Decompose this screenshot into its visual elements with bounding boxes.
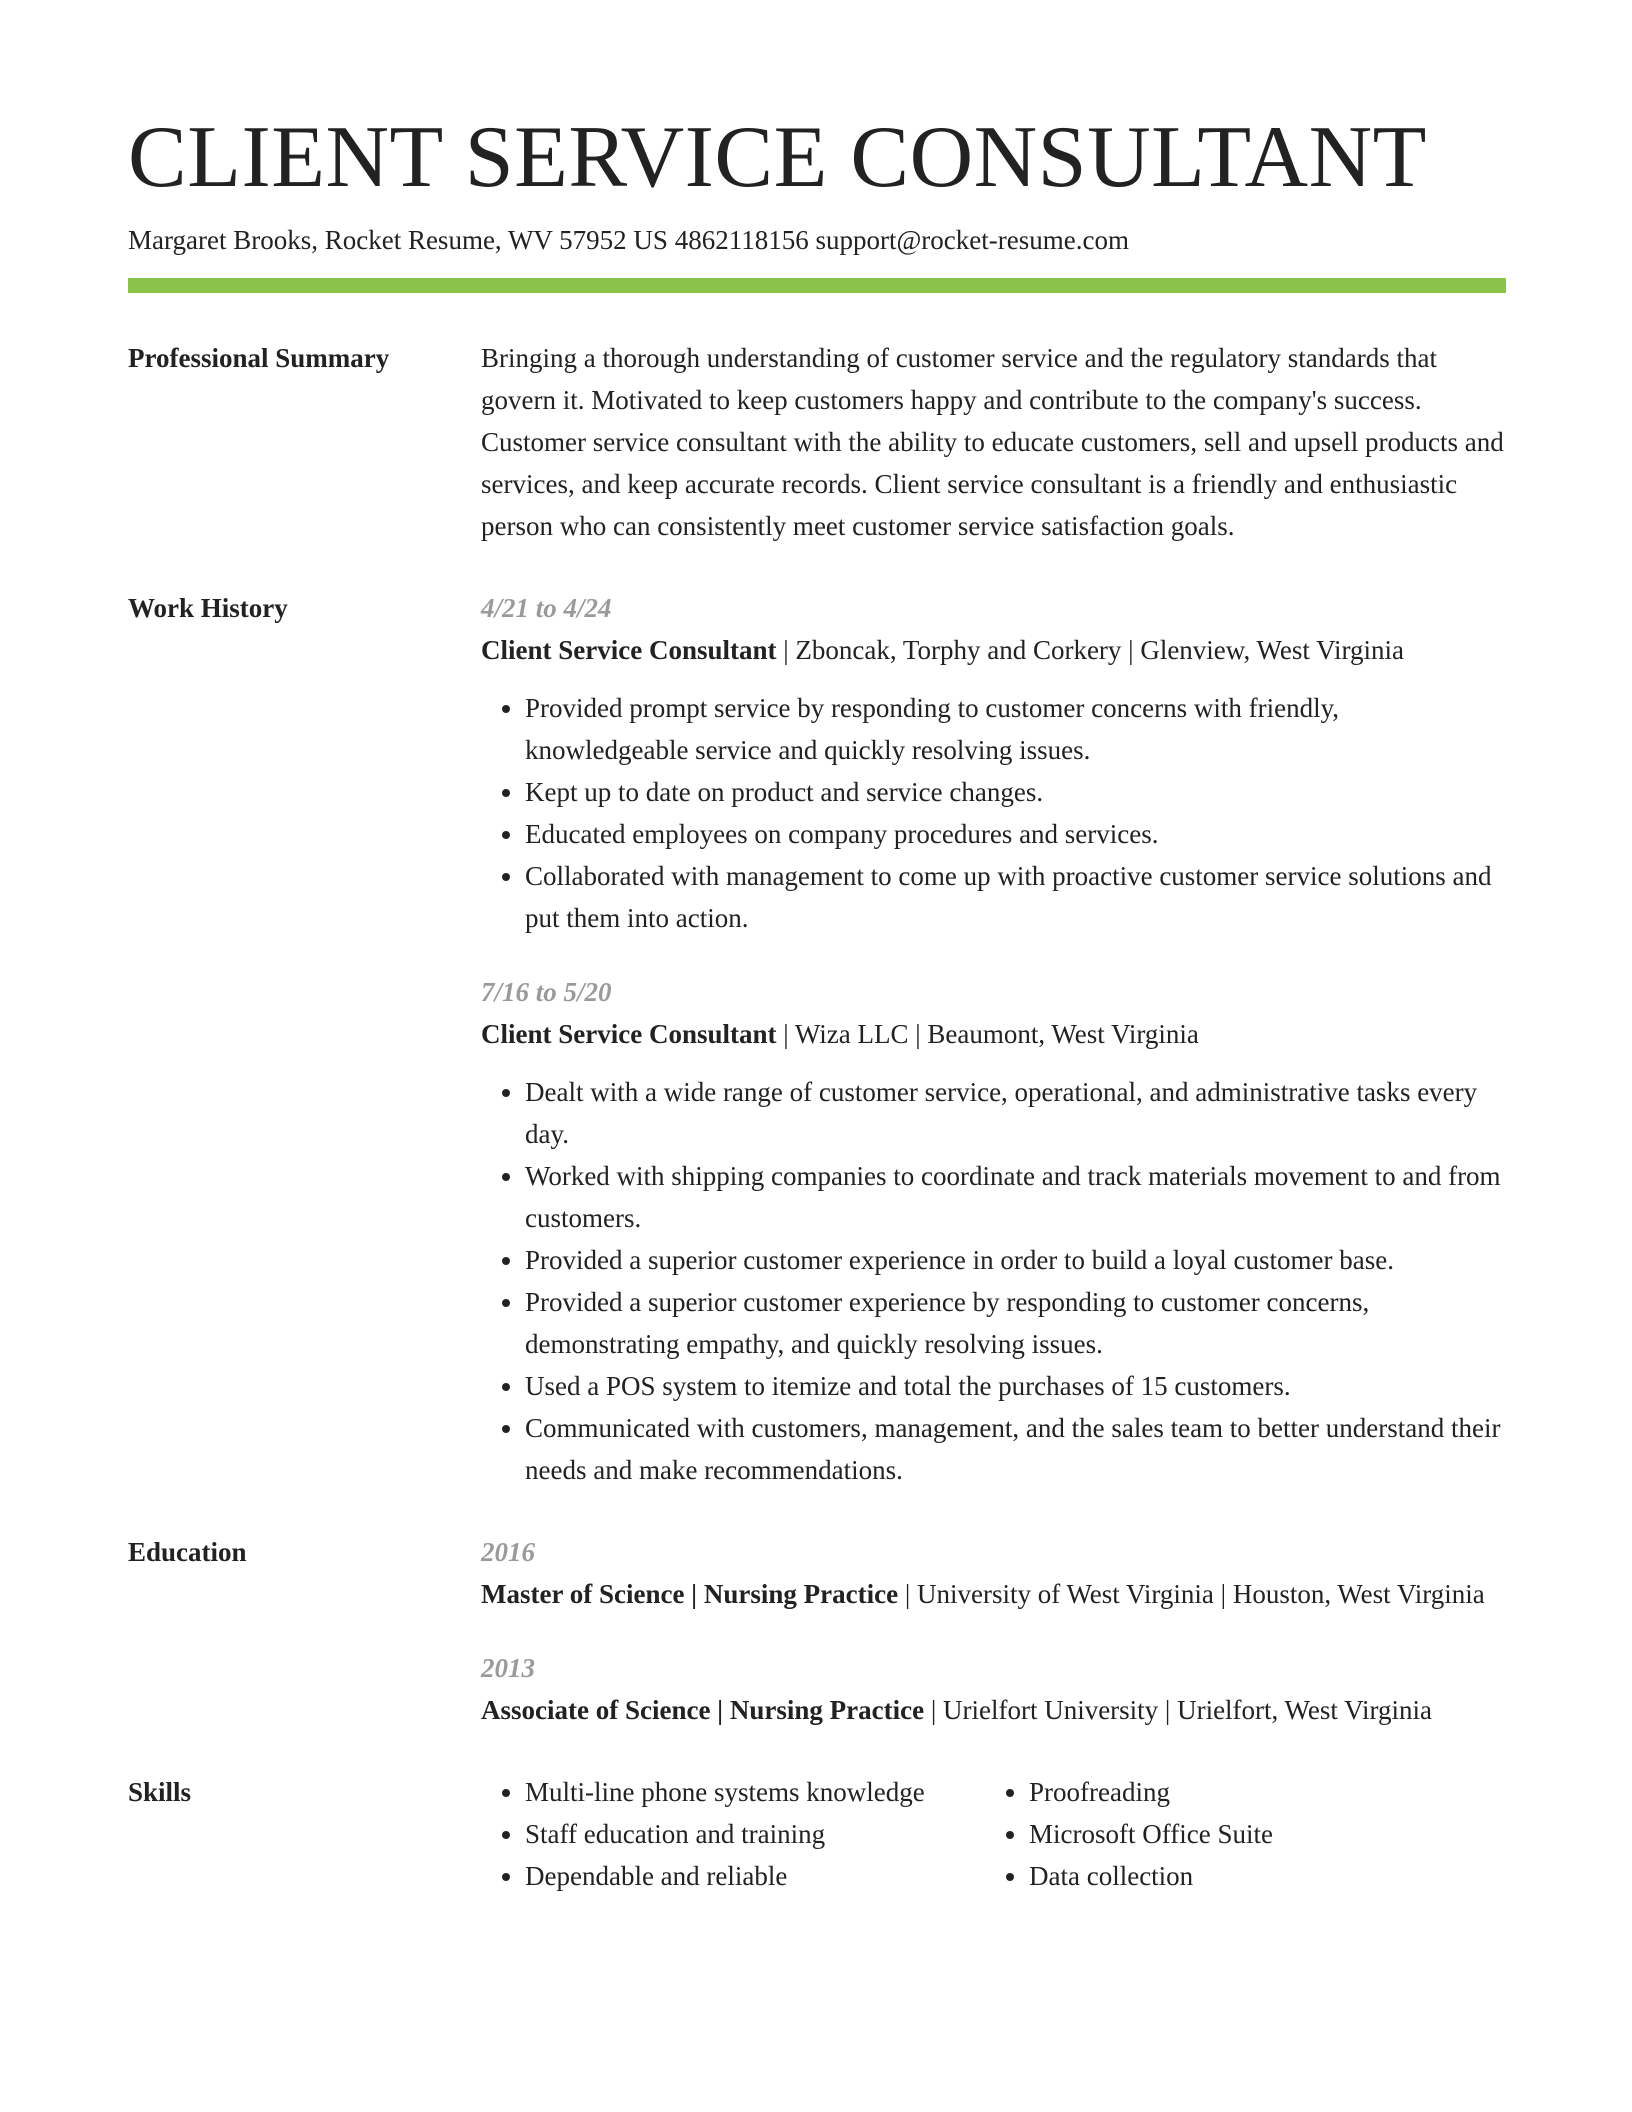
skills-column-2 xyxy=(985,1771,1273,1897)
skill-item: • Proofreading xyxy=(1029,1771,1273,1813)
summary-section xyxy=(128,337,1506,547)
job-bullet: • Provided a superior customer experience by responding to customer concerns, demonstrating empathy, and quickly resolving issues. xyxy=(525,1281,1506,1365)
job-bullet: • Used a POS system to itemize and total the purchases of 15 customers. xyxy=(525,1365,1506,1407)
job-bullet: • Collaborated with management to come up with proactive customer service solutions and put them into action. xyxy=(525,855,1506,939)
summary-text: Bringing a thorough understanding of customer service and the regulatory standards that govern it. Motivated to keep customers happy and contribute to the company's success. Customer service consultant with the ability to educate customers, sell and upsell products and services, and keep accurate records. Client service consultant is a friendly and enthusiastic person who can consistently meet customer service satisfaction goals. xyxy=(481,343,1504,542)
skill-item: • Microsoft Office Suite xyxy=(1029,1813,1273,1855)
skills-content xyxy=(481,1771,1506,1897)
education-content xyxy=(481,1531,1506,1731)
education-year: 2013 xyxy=(481,1653,535,1684)
section-label-education: Education xyxy=(128,1537,247,1568)
education-details: | University of West Virginia | Houston, West Virginia xyxy=(898,1579,1485,1610)
job-bullet: • Provided a superior customer experience in order to build a loyal customer base. xyxy=(525,1239,1506,1281)
job-heading xyxy=(481,1013,1506,1055)
job-details: | Wiza LLC | Beaumont, West Virginia xyxy=(776,1019,1199,1050)
job-bullet: • Kept up to date on product and service changes. xyxy=(525,771,1506,813)
job-entry xyxy=(481,587,1506,939)
job-bullet: • Communicated with customers, management, and the sales team to better understand their needs and make recommendations. xyxy=(525,1407,1506,1491)
education-entry xyxy=(481,1531,1506,1615)
job-heading xyxy=(481,629,1506,671)
resume-page xyxy=(128,109,1506,1897)
job-bullet: • Provided prompt service by responding to customer concerns with friendly, knowledgeable service and quickly resolving issues. xyxy=(525,687,1506,771)
job-details: | Zboncak, Torphy and Corkery | Glenview, West Virginia xyxy=(776,635,1404,666)
job-bullet-list xyxy=(481,1071,1506,1491)
degree-name: Master of Science | Nursing Practice xyxy=(481,1579,899,1610)
work-history-section xyxy=(128,587,1506,1491)
education-heading xyxy=(481,1689,1506,1731)
section-label-summary: Professional Summary xyxy=(128,343,390,374)
header-divider xyxy=(128,278,1506,293)
job-bullet-list xyxy=(481,687,1506,939)
contact-line: Margaret Brooks, Rocket Resume, WV 57952 US 4862118156 support@rocket-resume.com xyxy=(128,225,1129,256)
work-history-content xyxy=(481,587,1506,1491)
job-dates: 7/16 to 5/20 xyxy=(481,977,612,1008)
skill-item: • Staff education and training xyxy=(525,1813,985,1855)
skill-item: • Data collection xyxy=(1029,1855,1273,1897)
education-year: 2016 xyxy=(481,1537,535,1568)
job-dates: 4/21 to 4/24 xyxy=(481,593,612,624)
education-section xyxy=(128,1531,1506,1731)
resume-title: CLIENT SERVICE CONSULTANT xyxy=(128,109,1427,206)
education-heading xyxy=(481,1573,1506,1615)
job-title: Client Service Consultant xyxy=(481,635,777,666)
job-bullet: • Educated employees on company procedures and services. xyxy=(525,813,1506,855)
skill-item: • Dependable and reliable xyxy=(525,1855,985,1897)
degree-name: Associate of Science | Nursing Practice xyxy=(481,1695,925,1726)
skill-item: • Multi-line phone systems knowledge xyxy=(525,1771,985,1813)
job-bullet: • Dealt with a wide range of customer service, operational, and administrative tasks every day. xyxy=(525,1071,1506,1155)
summary-content xyxy=(481,337,1506,547)
section-label-skills: Skills xyxy=(128,1777,192,1808)
education-details: | Urielfort University | Urielfort, West Virginia xyxy=(924,1695,1433,1726)
section-label-work-history: Work History xyxy=(128,593,288,624)
skills-column-1 xyxy=(481,1771,985,1897)
education-entry xyxy=(481,1647,1506,1731)
job-entry xyxy=(481,971,1506,1491)
job-title: Client Service Consultant xyxy=(481,1019,777,1050)
job-bullet: • Worked with shipping companies to coordinate and track materials movement to and from customers. xyxy=(525,1155,1506,1239)
skills-section xyxy=(128,1771,1506,1897)
